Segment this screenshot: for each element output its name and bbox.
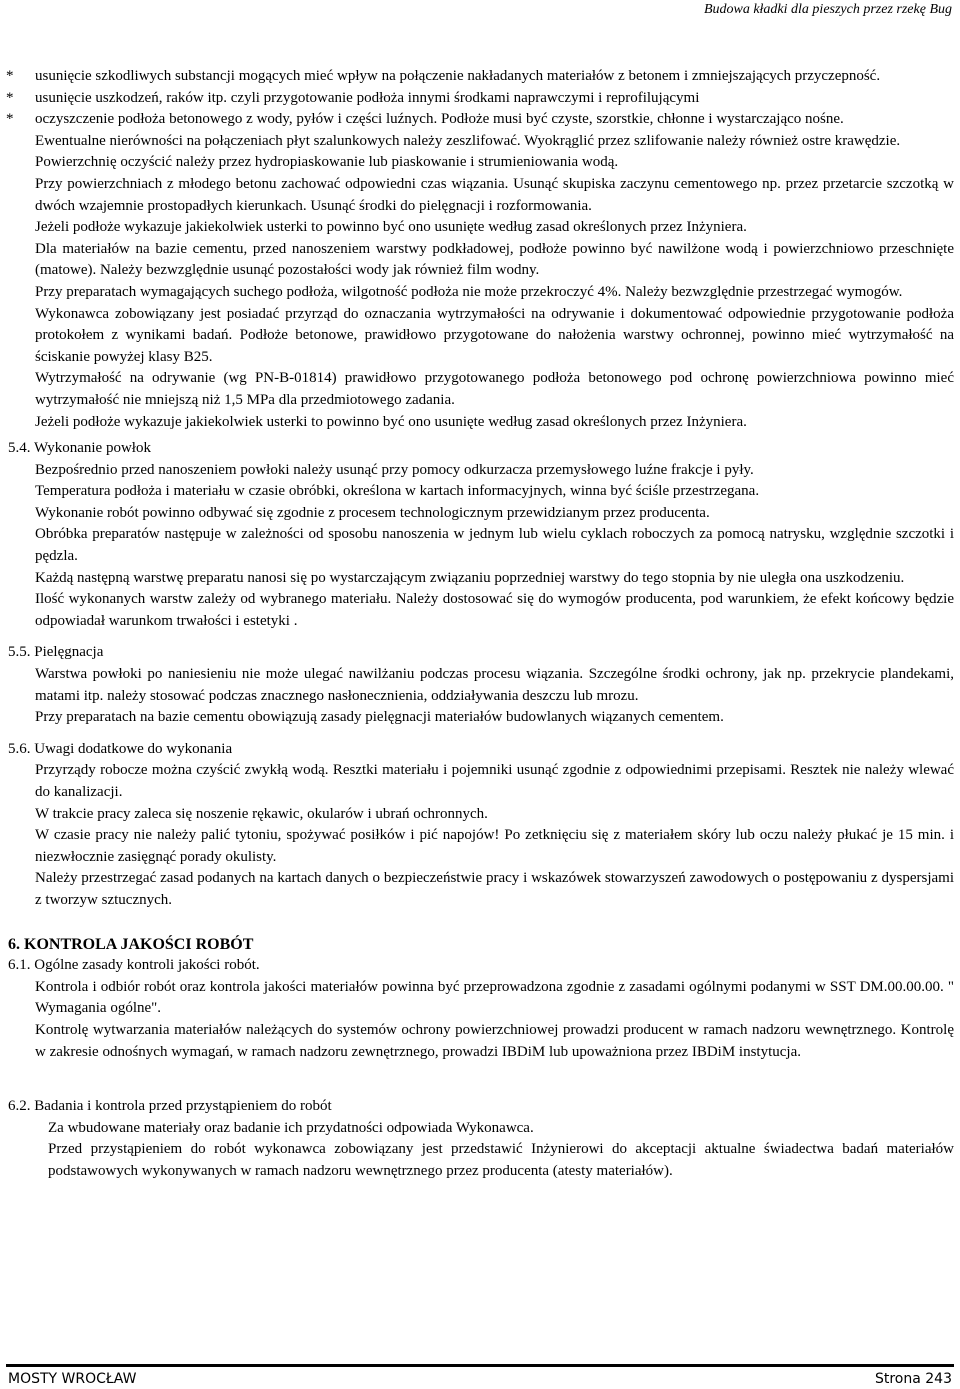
list-item-text: usunięcie szkodliwych substancji mogących mieć wpływ na połączenie nakładanych materiałów z betonem i zmniejszających przyczepność. [35, 68, 881, 84]
subsection-heading: 6.1. Ogólne zasady kontroli jakości robót. [8, 957, 260, 974]
asterisk-bullet-icon: * [6, 68, 14, 84]
list-item [0, 66, 960, 88]
paragraph: Przy preparatach wymagających suchego podłoża, wilgotność podłoża nie może przekroczyć 4%. Należy bezwzględnie przestrzegać wymogów. [35, 283, 903, 300]
paragraph: Kontrolę wytwarzania materiałów należących do systemów ochrony powierzchniowej prowadzi producent w ramach nadzoru wewnętrznego. Kontrolę w zakresie odnośnych wymagań, w ramach nadzoru zewnętrznego, prowadzi IBDiM lub upoważniona przez IBDiM instytucja. [35, 1021, 954, 1060]
chapter-heading: 6. KONTROLA JAKOŚCI ROBÓT [8, 935, 254, 953]
paragraph: Temperatura podłoża i materiału w czasie obróbki, określona w kartach informacyjnych, winna być ściśle przestrzegana. [35, 483, 760, 500]
paragraph: Przy preparatach na bazie cementu obowiązują zasady pielęgnacji materiałów budowlanych wiązanych cementem. [35, 709, 724, 726]
paragraph: Należy przestrzegać zasad podanych na kartach danych o bezpieczeństwie pracy i wskazówek stowarzyszeń zawodowych o postępowaniu z dyspersjami z tworzyw sztucznych. [35, 870, 954, 908]
paragraph: Wytrzymałość na odrywanie (wg PN-B-01814) prawidłowo przygotowanego podłoża betonowego pod ochronę powierzchniowa powinno mieć wytrzymałość nie mniejszą niż 1,5 MPa dla przedmiotowego zadania. [35, 370, 954, 408]
footer-divider [6, 1364, 954, 1367]
list-item-text: usunięcie uszkodzeń, raków itp. czyli przygotowanie podłoża innymi środkami naprawczymi i reprofilującymi [35, 89, 700, 106]
paragraph: Za wbudowane materiały oraz badanie ich przydatności odpowiada Wykonawca. [48, 1119, 534, 1136]
document-body [0, 66, 960, 1183]
paragraph: Dla materiałów na bazie cementu, przed nanoszeniem warstwy podkładowej, podłoże powinno być nawilżone wodą i powierzchniowo przeschnięte (matowe). Należy bezwzględnie usunąć pozostałości wody jak również film wodny. [35, 240, 954, 279]
section-heading: 5.6. Uwagi dodatkowe do wykonania [8, 740, 233, 757]
paragraph: Ilość wykonanych warstw zależy od wybranego materiału. Należy dostosować się do wymogów producenta, pod warunkiem, że efekt końcowy będzie odpowiadał warunkom trwałości i estetyki . [35, 591, 954, 629]
paragraph: W trakcie pracy zaleca się noszenie rękawic, okularów i ubrań ochronnych. [35, 805, 488, 822]
paragraph: W czasie pracy nie należy palić tytoniu, spożywać posiłków i pić napojów! Po zetknięciu się z materiałem skóry lub oczu należy płukać je 15 min. i niezwłocznie zasięgnąć porady okulisty. [35, 827, 954, 865]
paragraph: Jeżeli podłoże wykazuje jakiekolwiek usterki to powinno być ono usunięte według zasad określonych przez Inżyniera. [35, 219, 747, 236]
paragraph: Bezpośrednio przed nanoszeniem powłoki należy usunąć przy pomocy odkurzacza przemysłowego luźne frakcje i pyły. [35, 461, 754, 478]
paragraph: Każdą następną warstwę preparatu nanosi się po wystarczającym związaniu poprzedniej warstwy do tego stopnia by nie uległa ona uszkodzeniu. [35, 569, 905, 586]
paragraph: Ewentualne nierówności na połączeniach płyt szalunkowych należy zeszlifować. Wyokrąglić przez szlifowanie należy również ostre krawędzie. [35, 132, 901, 149]
paragraph: Wykonawca zobowiązany jest posiadać przyrząd do oznaczania wytrzymałości na odrywanie i dokumentować odpowiednie przygotowanie podłoża protokołem z wynikami badań. Podłoże betonowe, prawidłowo przygotowane do nałożenia warstwy ochronnej, powinno mieć wytrzymałość na ściskanie powyżej klasy B25. [35, 305, 954, 365]
paragraph: Jeżeli podłoże wykazuje jakiekolwiek usterki to powinno być ono usunięte według zasad określonych przez Inżyniera. [35, 413, 747, 430]
paragraph: Przyrządy robocze można czyścić zwykłą wodą. Resztki materiału i pojemniki usunąć zgodnie z odpowiednimi przepisami. Resztek nie należy wlewać do kanalizacji. [35, 762, 954, 800]
paragraph: Wykonanie robót powinno odbywać się zgodnie z procesem technologicznym przewidzianym przez producenta. [35, 504, 710, 521]
section-heading: 5.4. Wykonanie powłok [8, 440, 151, 457]
asterisk-bullet-icon: * [6, 111, 14, 128]
paragraph: Obróbka preparatów następuje w zależności od sposobu nanoszenia w jednym lub wielu cyklach roboczych za pomocą natrysku, względnie szczotki i pędzla. [35, 526, 954, 565]
paragraph: Przy powierzchniach z młodego betonu zachować odpowiedni czas wiązania. Usunąć skupiska zaczynu cementowego np. przez przetarcie szczotką w dwóch wzajemnie prostopadłych kierunkach. Usunąć środki do pielęgnacji i rozformowania. [35, 175, 954, 214]
page-number: Strona 243 [874, 1371, 952, 1387]
subsection-heading: 6.2. Badania i kontrola przed przystąpieniem do robót [8, 1098, 332, 1115]
list-item-text: oczyszczenie podłoża betonowego z wody, pyłów i części luźnych. Podłoże musi być czyste, szorstkie, chłonne i wystarczająco nośne. [35, 111, 844, 128]
paragraph: Kontrola i odbiór robót oraz kontrola jakości materiałów powinna być przeprowadzona zgodnie z zasadami ogólnymi podanymi w SST DM.00.00.00. " Wymagania ogólne". [35, 978, 954, 1017]
list-item [0, 88, 960, 110]
paragraph: Powierzchnię oczyścić należy przez hydropiaskowanie lub piaskowanie i strumieniowania wodą. [35, 154, 619, 171]
paragraph: Przed przystąpieniem do robót wykonawca zobowiązany jest przedstawić Inżynierowi do akceptacji aktualne świadectwa badań materiałów podstawowych wykonywanych w ramach nadzoru wewnętrznego przez producenta (atesty materiałów). [48, 1141, 954, 1179]
section-heading: 5.5. Pielęgnacja [8, 644, 104, 661]
footer-company: MOSTY WROCŁAW [8, 1371, 137, 1387]
asterisk-bullet-icon: * [6, 89, 14, 106]
paragraph: Warstwa powłoki po naniesieniu nie może ulegać nawilżaniu podczas procesu wiązania. Szczególne środki ochrony, jak np. przekrycie plandekami, matami itp. należy stosować podczas znacznego nasłonecznienia, oddziaływania deszczu lub mrozu. [35, 666, 954, 704]
list-item [0, 109, 960, 131]
running-header: Budowa kładki dla pieszych przez rzekę Bug [703, 2, 952, 17]
